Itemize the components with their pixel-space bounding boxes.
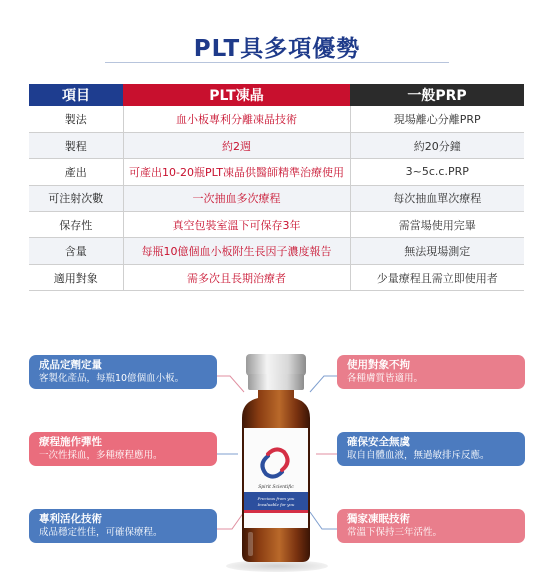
row-prp-value: 3~5c.c.PRP xyxy=(350,159,524,185)
vial-brand: Spirit Scientific xyxy=(258,485,294,490)
row-item-label: 保存性 xyxy=(29,212,123,238)
product-vial-image xyxy=(234,352,318,568)
vial-label-stripe xyxy=(244,510,308,513)
feature-box-dosage xyxy=(29,355,217,389)
feature-desc: 一次性採血，多種療程應用。 xyxy=(39,450,163,461)
row-plt-value: 每瓶10億個血小板附生長因子濃度報告 xyxy=(123,238,350,264)
feature-title: 專利活化技術 xyxy=(39,513,102,525)
vial-highlight xyxy=(248,532,253,556)
row-plt-value: 真空包裝室溫下可保存3年 xyxy=(123,212,350,238)
row-prp-value: 需當場使用完畢 xyxy=(350,212,524,238)
feature-title: 療程施作彈性 xyxy=(39,436,102,448)
vial-cap xyxy=(246,354,306,376)
feature-desc: 成品穩定性佳，可確保療程。 xyxy=(39,527,163,538)
row-plt-value: 一次抽血多次療程 xyxy=(123,185,350,211)
vial-tagline-1: Precious from you xyxy=(257,496,295,501)
row-item-label: 可注射次數 xyxy=(29,185,123,211)
feature-box-freeze-tech xyxy=(337,509,525,543)
row-plt-value: 需多次且長期治療者 xyxy=(123,264,350,290)
feature-desc: 各種膚質皆適用。 xyxy=(347,373,424,384)
header-prp: 一般PRP xyxy=(350,84,524,106)
row-prp-value: 約20分鐘 xyxy=(350,132,524,158)
feature-desc: 取自自體血液，無過敏排斥反應。 xyxy=(347,450,490,461)
vial-label-band xyxy=(244,492,308,510)
feature-box-safety xyxy=(337,432,525,466)
header-plt: PLT凍晶 xyxy=(123,84,350,106)
row-item-label: 產出 xyxy=(29,159,123,185)
feature-box-activation xyxy=(29,509,217,543)
feature-title: 成品定劑定量 xyxy=(39,359,102,371)
row-prp-value: 無法現場測定 xyxy=(350,238,524,264)
feature-box-flexibility xyxy=(29,432,217,466)
feature-box-all-users xyxy=(337,355,525,389)
row-item-label: 含量 xyxy=(29,238,123,264)
row-prp-value: 每次抽血單次療程 xyxy=(350,185,524,211)
feature-desc: 客製化產品，每瓶10億個血小板。 xyxy=(39,373,185,384)
vial-cap-collar xyxy=(248,374,304,390)
vial-tagline-2: Invaluable for you xyxy=(257,502,295,507)
feature-title: 使用對象不拘 xyxy=(347,359,410,371)
row-item-label: 適用對象 xyxy=(29,264,123,290)
feature-title: 獨家凍眠技術 xyxy=(347,513,410,525)
row-item-label: 製法 xyxy=(29,106,123,132)
row-plt-value: 血小板專利分離凍晶技術 xyxy=(123,106,350,132)
header-item: 項目 xyxy=(29,84,123,106)
row-plt-value: 約2週 xyxy=(123,132,350,158)
row-item-label: 製程 xyxy=(29,132,123,158)
row-prp-value: 現場離心分離PRP xyxy=(350,106,524,132)
page-title: PLT具多項優勢 xyxy=(193,36,361,62)
feature-title: 確保安全無虞 xyxy=(347,436,410,448)
row-plt-value: 可產出10-20瓶PLT凍晶供醫師精準治療使用 xyxy=(123,159,350,185)
feature-desc: 常溫下保持三年活性。 xyxy=(347,527,443,538)
row-prp-value: 少量療程且需立即使用者 xyxy=(350,264,524,290)
